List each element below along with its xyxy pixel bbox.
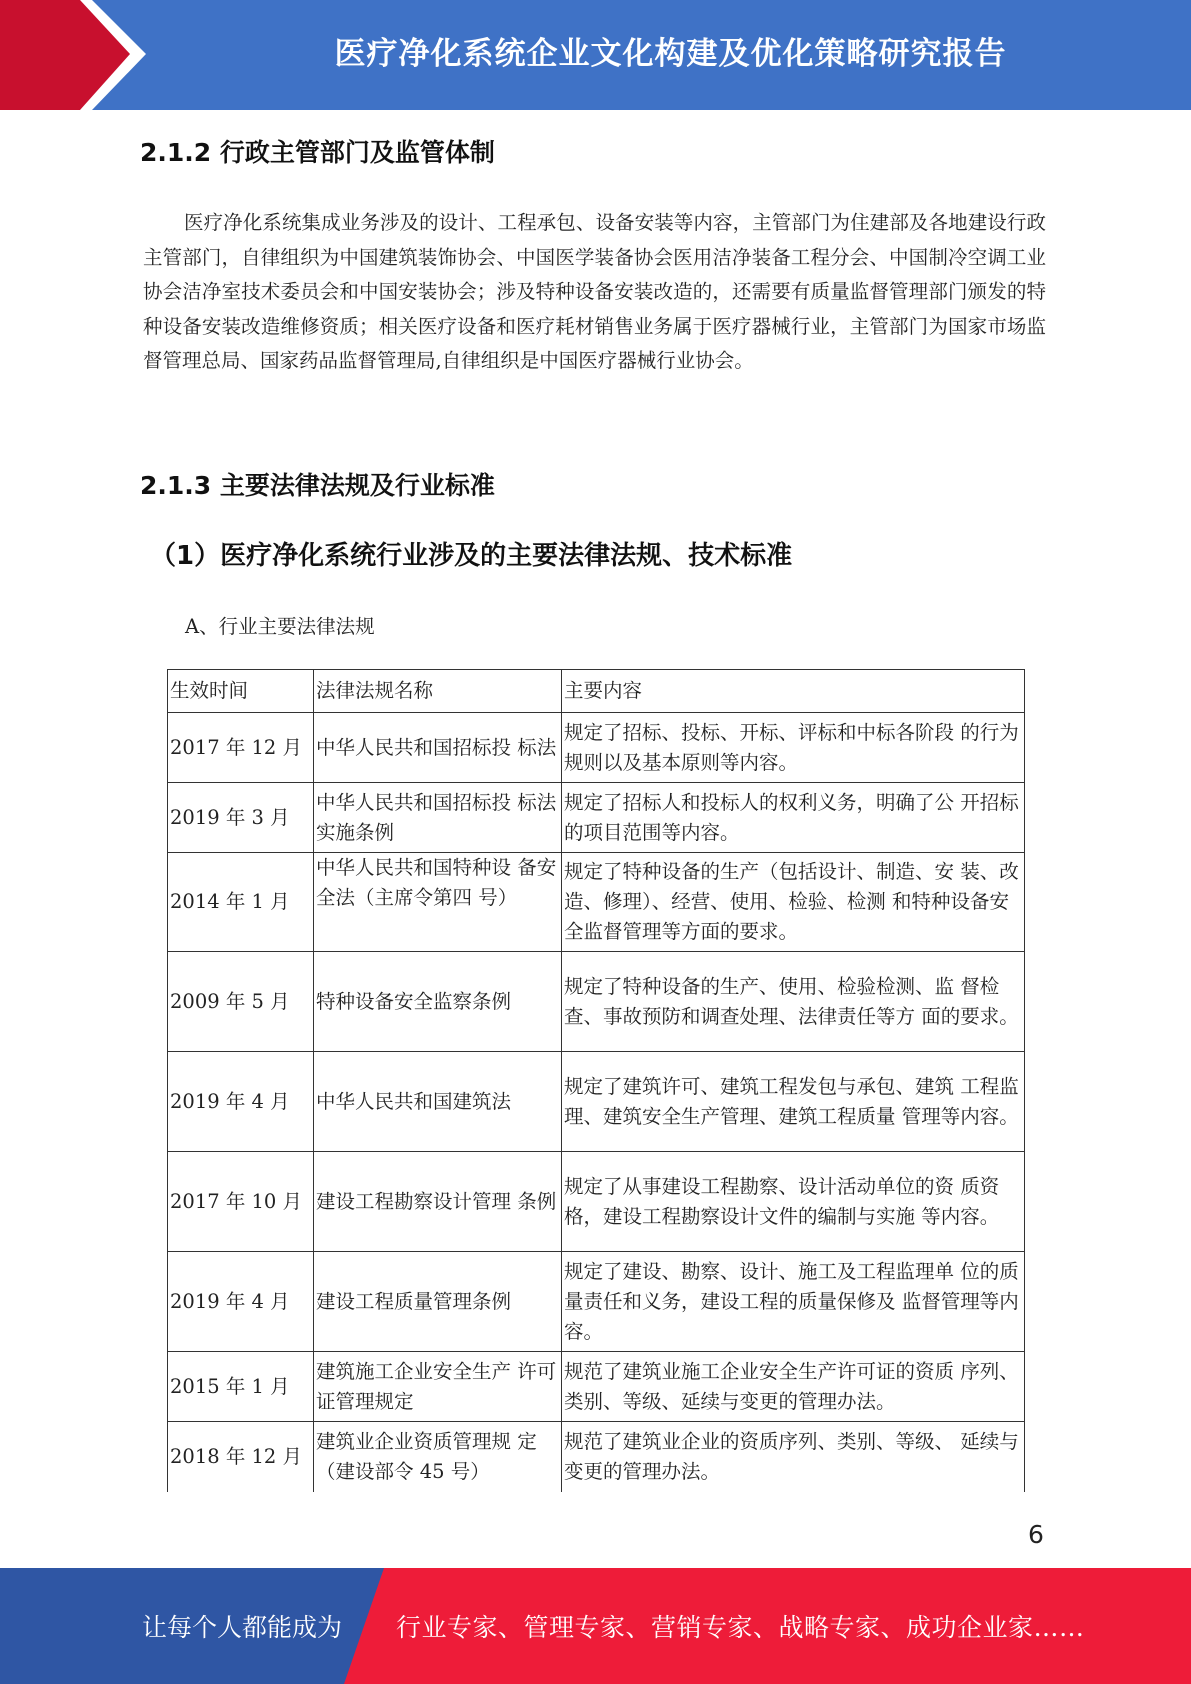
- table-cell-date: 2018 年 12 月: [168, 1422, 314, 1492]
- table-header-row: [168, 670, 1025, 713]
- section-heading-2-1-2: 2.1.2 行政主管部门及监管体制: [140, 138, 495, 167]
- table-cell-date: 2019 年 4 月: [168, 1052, 314, 1152]
- table-cell-content: 规定了特种设备的生产（包括设计、制造、安 装、改造、修理）、经营、使用、检验、检测 和特种设备安全监督管理等方面的要求。: [562, 853, 1025, 952]
- footer-banner: [0, 1568, 1191, 1684]
- table-cell-date: 2017 年 10 月: [168, 1152, 314, 1252]
- section-paragraph: 医疗净化系统集成业务涉及的设计、工程承包、设备安装等内容，主管部门为住建部及各地建设行政主管部门，自律组织为中国建筑装饰协会、中国医学装备协会医用洁净装备工程分会、中国制冷空调工业协会洁净室技术委员会和中国安装协会；涉及特种设备安装改造的，还需要有质量监督管理部门颁发的特种设备安装改造维修资质；相关医疗设备和医疗耗材销售业务属于医疗器械行业，主管部门为国家市场监督管理总局、国家药品监督管理局,自律组织是中国医疗器械行业协会。: [143, 211, 1046, 372]
- table-cell-law: 建设工程勘察设计管理 条例: [314, 1152, 562, 1252]
- section-heading-2-1-3: 2.1.3 主要法律法规及行业标准: [140, 471, 495, 500]
- table-cell-law: 中华人民共和国招标投 标法: [314, 713, 562, 783]
- page-number: 6: [1028, 1520, 1044, 1549]
- table-header-cell: 法律法规名称: [314, 670, 562, 713]
- table-header-cell: 主要内容: [562, 670, 1025, 713]
- table-cell-date: 2015 年 1 月: [168, 1352, 314, 1422]
- table-row: [168, 783, 1025, 853]
- red-arrow-decoration: [0, 0, 150, 110]
- table-cell-content: 规范了建筑业企业的资质序列、类别、等级、 延续与变更的管理办法。: [562, 1422, 1025, 1492]
- table-header-cell: 生效时间: [168, 670, 314, 713]
- footer-slogan-right: 行业专家、管理专家、营销专家、战略专家、成功企业家……: [396, 1613, 1085, 1642]
- table-cell-content: 规范了建筑业施工企业安全生产许可证的资质 序列、类别、等级、延续与变更的管理办法。: [562, 1352, 1025, 1422]
- table-row: [168, 1052, 1025, 1152]
- table-row: [168, 853, 1025, 952]
- table-cell-date: 2017 年 12 月: [168, 713, 314, 783]
- table-row: [168, 1352, 1025, 1422]
- table-cell-content: 规定了从事建设工程勘察、设计活动单位的资 质资格，建设工程勘察设计文件的编制与实施 等内容。: [562, 1152, 1025, 1252]
- footer-slogan-left: 让每个人都能成为: [142, 1613, 343, 1642]
- table-cell-date: 2019 年 4 月: [168, 1252, 314, 1352]
- report-title: 医疗净化系统企业文化构建及优化策略研究报告: [334, 35, 1007, 72]
- header-banner: [0, 0, 1191, 110]
- table-row: [168, 1152, 1025, 1252]
- table-cell-law: 建筑业企业资质管理规 定（建设部令 45 号）: [314, 1422, 562, 1492]
- table-cell-law: 建设工程质量管理条例: [314, 1252, 562, 1352]
- table-cell-content: 规定了建筑许可、建筑工程发包与承包、建筑 工程监理、建筑安全生产管理、建筑工程质量 管理等内容。: [562, 1052, 1025, 1152]
- laws-table: [167, 669, 1025, 1492]
- list-item-label: A、行业主要法律法规: [185, 615, 375, 638]
- table-cell-law: 中华人民共和国特种设 备安全法（主席令第四 号）: [314, 853, 562, 952]
- table-row: [168, 713, 1025, 783]
- table-cell-date: 2014 年 1 月: [168, 853, 314, 952]
- table-row: [168, 1422, 1025, 1492]
- table-cell-content: 规定了建设、勘察、设计、施工及工程监理单 位的质量责任和义务，建设工程的质量保修及 监督管理等内容。: [562, 1252, 1025, 1352]
- subsection-heading: （1）医疗净化系统行业涉及的主要法律法规、技术标准: [150, 541, 793, 571]
- table-cell-date: 2019 年 3 月: [168, 783, 314, 853]
- table-cell-law: 中华人民共和国建筑法: [314, 1052, 562, 1152]
- table-cell-content: 规定了特种设备的生产、使用、检验检测、监 督检查、事故预防和调查处理、法律责任等方 面的要求。: [562, 952, 1025, 1052]
- table-row: [168, 1252, 1025, 1352]
- table-cell-content: 规定了招标、投标、开标、评标和中标各阶段 的行为规则以及基本原则等内容。: [562, 713, 1025, 783]
- table-row: [168, 952, 1025, 1052]
- table-cell-law: 中华人民共和国招标投 标法实施条例: [314, 783, 562, 853]
- table-cell-law: 建筑施工企业安全生产 许可证管理规定: [314, 1352, 562, 1422]
- table-cell-date: 2009 年 5 月: [168, 952, 314, 1052]
- table-cell-law: 特种设备安全监察条例: [314, 952, 562, 1052]
- table-cell-content: 规定了招标人和投标人的权利义务，明确了公 开招标的项目范围等内容。: [562, 783, 1025, 853]
